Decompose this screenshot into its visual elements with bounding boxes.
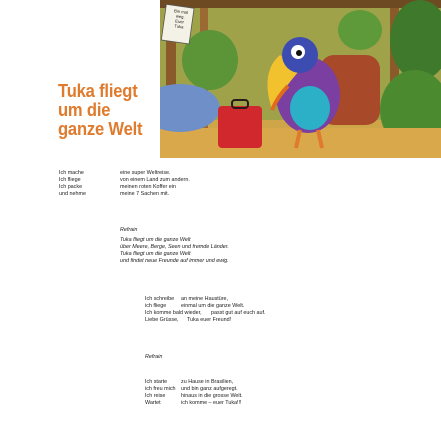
title-line-1: Tuka fliegt <box>58 81 138 101</box>
verse-line-end: passt gut auf euch auf. <box>211 310 266 316</box>
title-line-2: um die <box>58 100 111 120</box>
illustration-svg <box>160 0 441 158</box>
toucan-illustration <box>160 0 441 158</box>
intro-line-end: von einem Land zum andern. <box>120 177 190 183</box>
verse-line-end: zu Hause in Brasilien, <box>181 379 234 385</box>
verse-line <box>145 393 243 400</box>
sign-line-4: Tuka <box>174 23 184 30</box>
title-line-3: ganze Welt <box>58 119 143 139</box>
refrain-line: und findet neue Freunde auf immer und ewig. <box>120 258 229 264</box>
verse-line-start: ich freu mich <box>145 386 176 392</box>
sign-line-3: Euer <box>174 18 185 25</box>
sign-line-2: weg. <box>175 13 186 20</box>
intro-line <box>59 170 190 177</box>
verse-line-start: Wartet <box>145 400 161 406</box>
door-sign <box>165 7 196 31</box>
intro-line <box>59 184 190 191</box>
verse-line <box>145 400 243 407</box>
intro-line-start: Ich fliege <box>59 177 81 183</box>
verse-line-start: ich fliege <box>145 303 167 309</box>
page-title <box>58 82 150 139</box>
verse-line <box>145 310 266 317</box>
verse-line-end: ich komme – euer Tuka!!! <box>181 400 242 406</box>
verse-line-start: Ich komme bald wieder, <box>145 310 202 316</box>
verse-line-start: Ich reise <box>145 393 166 399</box>
refrain-line: Tuka fliegt um die ganze Welt <box>120 251 191 257</box>
intro-line <box>59 191 190 198</box>
refrain-block <box>120 227 229 265</box>
verse-1 <box>145 296 266 324</box>
refrain-line: Tuka fliegt um die ganze Welt <box>120 237 191 243</box>
verse-line <box>145 317 266 324</box>
verse-line-start: Ich schreibe <box>145 296 175 302</box>
verse-line-end: an meine Haustüre, <box>181 296 229 302</box>
verse-line-end: Tuka euer Freund! <box>187 317 232 323</box>
intro-line <box>59 177 190 184</box>
refrain-label-2: Refrain <box>145 354 163 360</box>
sign-line-1: Bin mal <box>173 8 189 16</box>
intro-line-start: und nehme <box>59 191 86 197</box>
intro-stanza <box>59 170 190 198</box>
verse-line <box>145 379 243 386</box>
intro-line-start: Ich mache <box>59 170 84 176</box>
refrain-label: Refrain <box>120 227 138 233</box>
intro-line-end: meine 7 Sachen mit. <box>120 191 170 197</box>
intro-line-end: eine super Weltreise. <box>120 170 171 176</box>
verse-2 <box>145 379 243 407</box>
verse-line-start: Liebe Grüsse, <box>145 317 179 323</box>
verse-line-end: und bin ganz aufgeregt. <box>181 386 238 392</box>
verse-line <box>145 296 266 303</box>
verse-line <box>145 386 243 393</box>
verse-line-end: einmal um die ganze Welt. <box>181 303 245 309</box>
verse-line-start: Ich starte <box>145 379 168 385</box>
verse-line <box>145 303 266 310</box>
intro-line-start: Ich packe <box>59 184 83 190</box>
refrain-line: über Meere, Berge, Seen und fremde Länder. <box>120 244 229 250</box>
intro-line-end: meinen roten Koffer ein <box>120 184 176 190</box>
verse-line-end: hinaus in die grosse Welt. <box>181 393 243 399</box>
